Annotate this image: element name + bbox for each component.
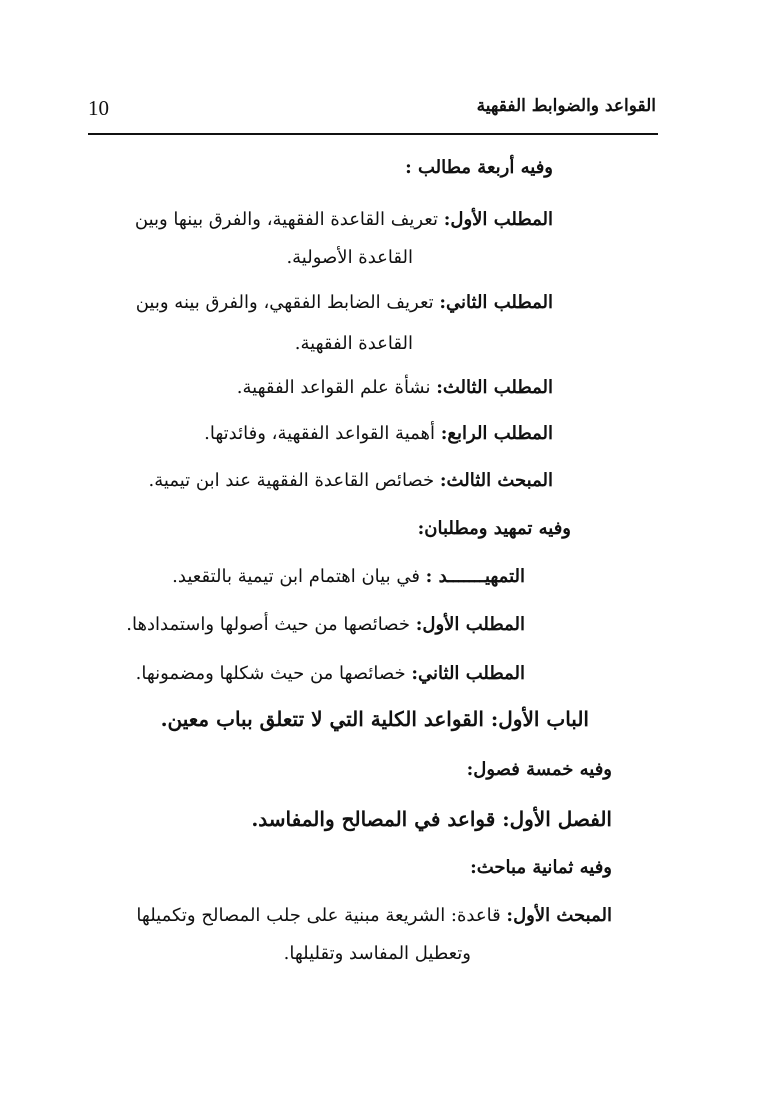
toc-entry-label: المطلب الثاني: (439, 292, 553, 313)
toc-entry-text: خصائصها من حيث شكلها ومضمونها. (135, 663, 406, 684)
toc-entry-label: المطلب الثاني: (411, 663, 525, 684)
toc-entry-label: التمهيـــــــد : (425, 566, 525, 587)
toc-entry-continuation: وتعطيل المفاسد وتقليلها. (283, 943, 471, 964)
toc-entry (135, 209, 553, 230)
section-intro-eight-topics: وفيه ثمانية مباحث: (470, 857, 612, 878)
toc-entry-text: تعريف القاعدة الفقهية، والفرق بينها وبين (134, 209, 439, 230)
toc-entry-text: خصائص القاعدة الفقهية عند ابن تيمية. (148, 470, 435, 491)
toc-entry-text: قاعدة: الشريعة مبنية على جلب المصالح وتكميلها (136, 905, 501, 926)
toc-entry-continuation: القاعدة الأصولية. (286, 247, 413, 268)
chapter-heading: الفصل الأول: قواعد في المصالح والمفاسد. (251, 807, 612, 831)
toc-entry (136, 663, 525, 684)
header-rule (88, 133, 658, 135)
toc-entry (237, 377, 553, 398)
toc-entry-text: نشأة علم القواعد الفقهية. (236, 377, 431, 398)
toc-entry (136, 292, 553, 313)
toc-entry-text: أهمية القواعد الفقهية، وفائدتها. (204, 423, 436, 444)
toc-entry-continuation: القاعدة الفقهية. (294, 333, 413, 354)
section-intro-four-topics: وفيه أربعة مطالب : (405, 157, 553, 178)
page-number: 10 (88, 96, 109, 120)
toc-entry (126, 614, 525, 635)
section-intro-five-chapters: وفيه خمسة فصول: (466, 759, 612, 780)
toc-entry (204, 423, 553, 444)
toc-entry-text: تعريف الضابط الفقهي، والفرق بينه وبين (135, 292, 434, 313)
toc-entry (136, 905, 612, 926)
toc-entry-text: خصائصها من حيث أصولها واستمدادها. (126, 614, 411, 635)
toc-entry-label: المطلب الأول: (415, 614, 525, 635)
toc-entry (172, 566, 525, 587)
page-header (88, 96, 658, 128)
part-heading: الباب الأول: القواعد الكلية التي لا تتعلق بباب معين. (160, 707, 589, 731)
toc-entry-label: المطلب الثالث: (436, 377, 553, 398)
section-intro-preface: وفيه تمهيد ومطلبان: (417, 518, 571, 539)
running-title: القواعد والضوابط الفقهية (476, 96, 656, 116)
toc-entry-label: المطلب الأول: (443, 209, 553, 230)
toc-entry-text: في بيان اهتمام ابن تيمية بالتقعيد. (172, 566, 420, 587)
toc-entry-label: المبحث الأول: (506, 905, 612, 926)
toc-entry-label: المطلب الرابع: (440, 423, 553, 444)
toc-entry (149, 470, 553, 491)
toc-entry-label: المبحث الثالث: (439, 470, 553, 491)
